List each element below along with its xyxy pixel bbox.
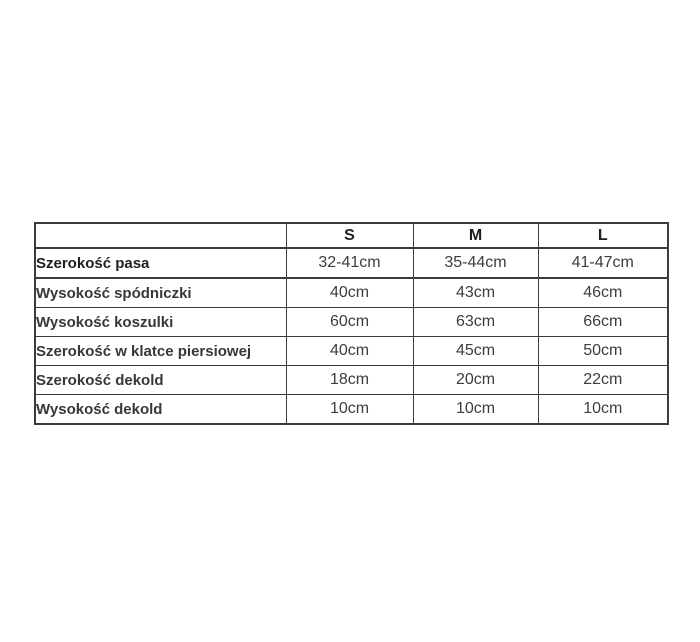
cell-value-s: 40cm [286,337,413,366]
header-row [35,223,668,248]
cell-value-s: 10cm [286,395,413,425]
cell-value-s: 32-41cm [286,248,413,278]
cell-value-s: 18cm [286,366,413,395]
col-header-m: M [413,223,538,248]
table-row [35,278,668,308]
cell-value-m: 45cm [413,337,538,366]
cell-value-s: 40cm [286,278,413,308]
col-header-s: S [286,223,413,248]
table-row [35,308,668,337]
cell-value-m: 43cm [413,278,538,308]
row-label: Szerokość pasa [35,248,286,278]
size-chart-table [34,222,669,425]
cell-value-l: 50cm [538,337,668,366]
cell-value-m: 63cm [413,308,538,337]
row-label: Szerokość dekold [35,366,286,395]
cell-value-m: 20cm [413,366,538,395]
cell-value-m: 10cm [413,395,538,425]
corner-cell [35,223,286,248]
row-label: Wysokość koszulki [35,308,286,337]
cell-value-l: 41-47cm [538,248,668,278]
row-label: Wysokość dekold [35,395,286,425]
row-label: Wysokość spódniczki [35,278,286,308]
table-row [35,248,668,278]
col-header-l: L [538,223,668,248]
table-row [35,366,668,395]
cell-value-m: 35-44cm [413,248,538,278]
cell-value-l: 46cm [538,278,668,308]
cell-value-s: 60cm [286,308,413,337]
table-row [35,337,668,366]
table-row [35,395,668,425]
cell-value-l: 66cm [538,308,668,337]
cell-value-l: 10cm [538,395,668,425]
row-label: Szerokość w klatce piersiowej [35,337,286,366]
cell-value-l: 22cm [538,366,668,395]
